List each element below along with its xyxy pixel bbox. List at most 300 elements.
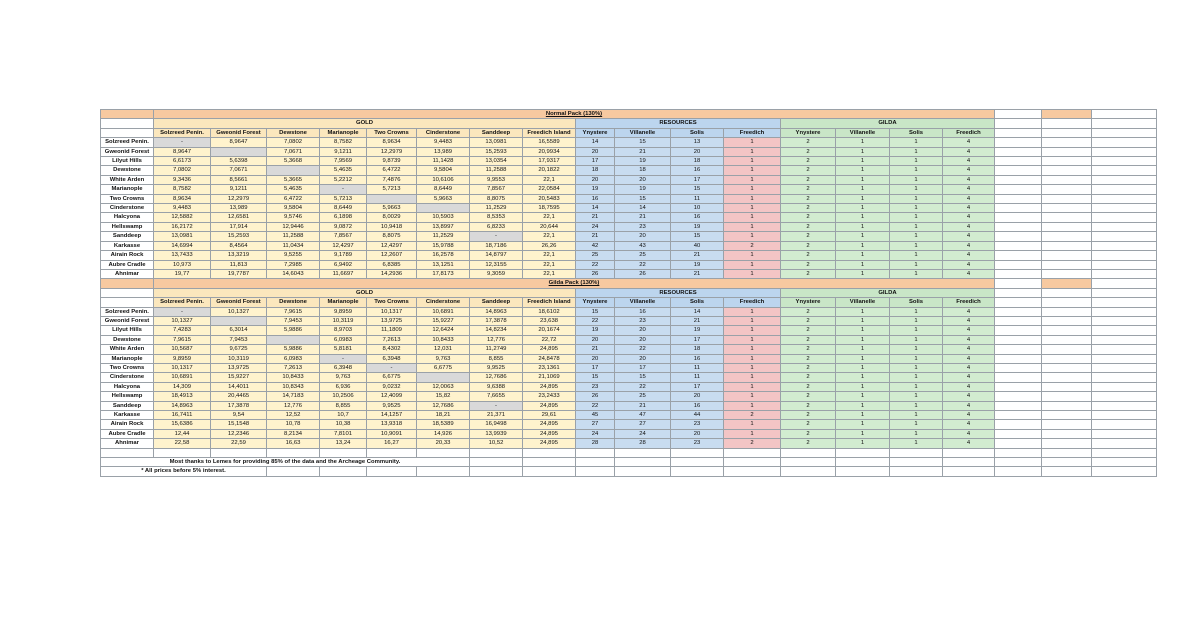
gold-cell[interactable]: 15,9227 — [211, 373, 267, 382]
gold-cell[interactable]: 7,0671 — [211, 166, 267, 175]
gold-cell[interactable]: 8,7582 — [320, 138, 367, 147]
note-cell[interactable] — [367, 467, 417, 476]
resource-cell[interactable]: 17 — [671, 335, 724, 344]
gold-cell[interactable]: 9,0872 — [320, 222, 367, 231]
gilda-cell[interactable]: 1 — [836, 204, 890, 213]
empty-cell[interactable] — [101, 119, 154, 128]
empty-cell[interactable] — [671, 467, 724, 476]
resource-cell[interactable]: 15 — [671, 232, 724, 241]
empty-cell[interactable] — [995, 110, 1042, 119]
resource-cell[interactable]: 23 — [671, 439, 724, 448]
gold-cell[interactable] — [267, 166, 320, 175]
gold-cell[interactable]: 11,2588 — [267, 232, 320, 241]
gold-cell[interactable]: 29,61 — [523, 411, 576, 420]
gold-cell[interactable]: 13,0354 — [470, 157, 523, 166]
column-header[interactable]: Sanddeep — [470, 128, 523, 137]
empty-cell[interactable] — [995, 335, 1042, 344]
gilda-cell[interactable]: 1 — [890, 232, 943, 241]
empty-cell[interactable] — [1092, 382, 1157, 391]
empty-cell[interactable] — [836, 448, 890, 457]
gold-cell[interactable]: 16,2172 — [154, 222, 211, 231]
resource-cell[interactable]: 1 — [724, 157, 781, 166]
row-header[interactable]: Hellswamp — [101, 392, 154, 401]
gold-cell[interactable]: 13,989 — [211, 204, 267, 213]
gold-cell[interactable]: 15,1548 — [211, 420, 267, 429]
resource-cell[interactable]: 47 — [615, 411, 671, 420]
empty-cell[interactable] — [101, 298, 154, 307]
gilda-cell[interactable]: 1 — [890, 411, 943, 420]
resource-cell[interactable]: 40 — [671, 241, 724, 250]
resource-cell[interactable]: 42 — [576, 241, 615, 250]
gold-cell[interactable]: 5,3665 — [267, 175, 320, 184]
column-header[interactable]: Villanelle — [836, 128, 890, 137]
empty-cell[interactable] — [1042, 448, 1092, 457]
empty-cell[interactable] — [1092, 166, 1157, 175]
gold-cell[interactable]: 20,644 — [523, 222, 576, 231]
gold-cell[interactable]: 5,2212 — [320, 175, 367, 184]
gold-cell[interactable]: - — [320, 185, 367, 194]
gold-cell[interactable]: 20,33 — [417, 439, 470, 448]
gold-cell[interactable]: 14,6994 — [154, 241, 211, 250]
resource-cell[interactable]: 20 — [671, 392, 724, 401]
gilda-cell[interactable]: 2 — [781, 269, 836, 278]
gold-cell[interactable]: 20,9934 — [523, 147, 576, 156]
gold-cell[interactable]: 9,1211 — [211, 185, 267, 194]
gilda-cell[interactable]: 4 — [943, 185, 995, 194]
gilda-cell[interactable]: 4 — [943, 260, 995, 269]
gold-cell[interactable] — [417, 204, 470, 213]
gold-cell[interactable]: 15,6386 — [154, 420, 211, 429]
empty-cell[interactable] — [1092, 185, 1157, 194]
gilda-cell[interactable]: 1 — [890, 429, 943, 438]
empty-cell[interactable] — [1092, 298, 1157, 307]
resource-cell[interactable]: 16 — [671, 354, 724, 363]
empty-cell[interactable] — [836, 458, 890, 467]
gold-cell[interactable]: 6,9492 — [320, 260, 367, 269]
gilda-cell[interactable]: 2 — [781, 157, 836, 166]
column-header[interactable]: Freedich — [943, 128, 995, 137]
gold-cell[interactable]: 7,6655 — [470, 392, 523, 401]
empty-cell[interactable] — [1092, 467, 1157, 476]
gold-cell[interactable]: 7,2985 — [267, 260, 320, 269]
gilda-cell[interactable]: 2 — [781, 429, 836, 438]
empty-cell[interactable] — [1042, 354, 1092, 363]
empty-cell[interactable] — [995, 467, 1042, 476]
resource-cell[interactable]: 1 — [724, 175, 781, 184]
resource-cell[interactable]: 11 — [671, 363, 724, 372]
empty-cell[interactable] — [1092, 420, 1157, 429]
gilda-cell[interactable]: 1 — [836, 260, 890, 269]
gold-cell[interactable]: 17,914 — [211, 222, 267, 231]
empty-cell[interactable] — [724, 448, 781, 457]
resource-cell[interactable]: 22 — [615, 260, 671, 269]
empty-cell[interactable] — [1042, 326, 1092, 335]
gold-cell[interactable]: 9,4483 — [417, 138, 470, 147]
resource-cell[interactable]: 21 — [615, 213, 671, 222]
column-header[interactable]: Villanelle — [615, 128, 671, 137]
gold-cell[interactable]: 11,2529 — [470, 204, 523, 213]
gilda-cell[interactable]: 1 — [836, 363, 890, 372]
empty-cell[interactable] — [995, 373, 1042, 382]
row-header[interactable]: Two Crowns — [101, 194, 154, 203]
empty-cell[interactable] — [1092, 279, 1157, 288]
empty-cell[interactable] — [995, 279, 1042, 288]
gold-cell[interactable]: 19,7787 — [211, 269, 267, 278]
gilda-cell[interactable]: 1 — [890, 316, 943, 325]
gilda-cell[interactable]: 1 — [836, 166, 890, 175]
resource-cell[interactable]: 18 — [671, 157, 724, 166]
gilda-cell[interactable]: 2 — [781, 194, 836, 203]
resource-cell[interactable]: 13 — [671, 138, 724, 147]
gold-cell[interactable]: 12,4099 — [367, 392, 417, 401]
resource-cell[interactable]: 14 — [576, 138, 615, 147]
resource-cell[interactable]: 26 — [576, 269, 615, 278]
gilda-cell[interactable]: 2 — [781, 420, 836, 429]
empty-cell[interactable] — [995, 382, 1042, 391]
resource-cell[interactable]: 19 — [671, 326, 724, 335]
gold-cell[interactable]: 17,3878 — [470, 316, 523, 325]
resource-cell[interactable]: 1 — [724, 316, 781, 325]
gold-cell[interactable]: 15,9227 — [417, 316, 470, 325]
gold-cell[interactable]: 7,8567 — [320, 232, 367, 241]
gold-cell[interactable]: 14,926 — [417, 429, 470, 438]
gold-cell[interactable]: 9,3436 — [154, 175, 211, 184]
gold-cell[interactable]: 12,52 — [267, 411, 320, 420]
gold-cell[interactable]: 24,895 — [523, 345, 576, 354]
empty-cell[interactable] — [781, 458, 836, 467]
gold-cell[interactable]: 18,4913 — [154, 392, 211, 401]
resource-cell[interactable]: 1 — [724, 420, 781, 429]
credits-note[interactable]: Most thanks to Lemes for providing 85% of the data and the Archeage Community. — [101, 458, 470, 467]
resource-cell[interactable]: 26 — [615, 269, 671, 278]
resource-cell[interactable]: 1 — [724, 260, 781, 269]
gilda-cell[interactable]: 2 — [781, 147, 836, 156]
resource-cell[interactable]: 1 — [724, 373, 781, 382]
gold-cell[interactable] — [267, 335, 320, 344]
empty-cell[interactable] — [995, 185, 1042, 194]
empty-cell[interactable] — [470, 458, 523, 467]
resource-cell[interactable]: 18 — [576, 166, 615, 175]
empty-cell[interactable] — [836, 467, 890, 476]
empty-cell[interactable] — [1042, 288, 1092, 297]
column-header[interactable]: Cinderstone — [417, 128, 470, 137]
resource-cell[interactable]: 16 — [671, 401, 724, 410]
gilda-cell[interactable]: 1 — [890, 175, 943, 184]
gold-cell[interactable]: 13,9939 — [470, 429, 523, 438]
gold-cell[interactable]: 10,52 — [470, 439, 523, 448]
gold-cell[interactable]: 12,4297 — [367, 241, 417, 250]
empty-cell[interactable] — [523, 448, 576, 457]
gold-cell[interactable]: 12,44 — [154, 429, 211, 438]
empty-cell[interactable] — [211, 448, 267, 457]
gold-cell[interactable]: 10,38 — [320, 420, 367, 429]
gold-cell[interactable]: 8,9647 — [211, 138, 267, 147]
gold-cell[interactable]: 22,59 — [211, 439, 267, 448]
gold-cell[interactable]: 13,0981 — [154, 232, 211, 241]
column-header[interactable]: Solis — [890, 298, 943, 307]
gold-cell[interactable]: 10,5903 — [417, 213, 470, 222]
empty-cell[interactable] — [1042, 467, 1092, 476]
resource-cell[interactable]: 22 — [576, 316, 615, 325]
gold-cell[interactable]: 12,2979 — [367, 147, 417, 156]
resource-cell[interactable]: 19 — [615, 157, 671, 166]
gold-cell[interactable]: 8,4564 — [211, 241, 267, 250]
empty-cell[interactable] — [1092, 288, 1157, 297]
empty-cell[interactable] — [1042, 458, 1092, 467]
resource-cell[interactable]: 21 — [671, 269, 724, 278]
row-header[interactable]: Ahnimar — [101, 439, 154, 448]
gold-cell[interactable]: 8,6449 — [320, 204, 367, 213]
gold-cell[interactable]: 16,9498 — [470, 420, 523, 429]
empty-cell[interactable] — [995, 307, 1042, 316]
gold-cell[interactable]: 9,8959 — [320, 307, 367, 316]
gold-cell[interactable]: 10,1327 — [154, 316, 211, 325]
empty-cell[interactable] — [995, 401, 1042, 410]
empty-cell[interactable] — [1042, 307, 1092, 316]
empty-cell[interactable] — [1092, 326, 1157, 335]
gilda-cell[interactable]: 2 — [781, 316, 836, 325]
gold-cell[interactable]: 18,5389 — [417, 420, 470, 429]
empty-cell[interactable] — [995, 175, 1042, 184]
empty-cell[interactable] — [1042, 345, 1092, 354]
gold-cell[interactable]: 20,1674 — [523, 326, 576, 335]
empty-cell[interactable] — [995, 119, 1042, 128]
gilda-cell[interactable]: 1 — [890, 260, 943, 269]
column-header[interactable]: Solis — [671, 298, 724, 307]
gold-cell[interactable]: 7,2613 — [367, 335, 417, 344]
gilda-cell[interactable]: 1 — [836, 316, 890, 325]
gilda-cell[interactable]: 2 — [781, 260, 836, 269]
gold-cell[interactable]: 11,0434 — [267, 241, 320, 250]
gilda-cell[interactable]: 1 — [890, 439, 943, 448]
resource-cell[interactable]: 20 — [615, 335, 671, 344]
empty-cell[interactable] — [1042, 316, 1092, 325]
resource-cell[interactable]: 21 — [576, 232, 615, 241]
resource-cell[interactable]: 21 — [576, 213, 615, 222]
gilda-cell[interactable]: 4 — [943, 392, 995, 401]
gilda-cell[interactable]: 4 — [943, 251, 995, 260]
empty-cell[interactable] — [417, 448, 470, 457]
resource-cell[interactable]: 16 — [671, 213, 724, 222]
row-header[interactable]: Sanddeep — [101, 232, 154, 241]
row-header[interactable]: Dewstone — [101, 166, 154, 175]
gilda-cell[interactable]: 4 — [943, 166, 995, 175]
empty-cell[interactable] — [1092, 269, 1157, 278]
column-header[interactable]: Gweonid Forest — [211, 298, 267, 307]
row-header[interactable]: Airain Rock — [101, 420, 154, 429]
column-header[interactable]: Freedich — [724, 298, 781, 307]
empty-cell[interactable] — [615, 458, 671, 467]
group-gilda-header[interactable]: GILDA — [781, 288, 995, 297]
gold-cell[interactable]: 22,1 — [523, 232, 576, 241]
gold-cell[interactable]: 8,9634 — [367, 138, 417, 147]
gilda-cell[interactable]: 4 — [943, 175, 995, 184]
gilda-cell[interactable]: 2 — [781, 411, 836, 420]
row-header[interactable]: Marianople — [101, 354, 154, 363]
gold-cell[interactable]: 6,0983 — [320, 335, 367, 344]
gilda-cell[interactable]: 1 — [836, 392, 890, 401]
gold-cell[interactable]: 10,5687 — [154, 345, 211, 354]
gilda-cell[interactable]: 1 — [836, 251, 890, 260]
gold-cell[interactable]: 11,813 — [211, 260, 267, 269]
column-header[interactable]: Two Crowns — [367, 128, 417, 137]
empty-cell[interactable] — [1042, 298, 1092, 307]
row-header[interactable]: Karkasse — [101, 241, 154, 250]
gold-cell[interactable]: 20,4465 — [211, 392, 267, 401]
gold-cell[interactable]: 22,1 — [523, 213, 576, 222]
resource-cell[interactable]: 14 — [576, 204, 615, 213]
row-header[interactable]: White Arden — [101, 345, 154, 354]
gold-cell[interactable]: 6,4722 — [367, 166, 417, 175]
column-header[interactable]: Solis — [671, 128, 724, 137]
gilda-cell[interactable]: 1 — [890, 157, 943, 166]
gold-cell[interactable]: 8,5661 — [211, 175, 267, 184]
gold-cell[interactable]: 12,5882 — [154, 213, 211, 222]
empty-cell[interactable] — [890, 467, 943, 476]
gold-cell[interactable]: 15,2593 — [211, 232, 267, 241]
gold-cell[interactable]: 6,6775 — [367, 373, 417, 382]
gold-cell[interactable]: 10,9091 — [367, 429, 417, 438]
gilda-cell[interactable]: 2 — [781, 439, 836, 448]
resource-cell[interactable]: 24 — [615, 429, 671, 438]
gilda-cell[interactable]: 4 — [943, 354, 995, 363]
column-header[interactable]: Dewstone — [267, 298, 320, 307]
gold-cell[interactable]: 6,6173 — [154, 157, 211, 166]
gold-cell[interactable]: 5,3668 — [267, 157, 320, 166]
empty-cell[interactable] — [724, 467, 781, 476]
resource-cell[interactable]: 43 — [615, 241, 671, 250]
gold-cell[interactable]: 10,973 — [154, 260, 211, 269]
gold-cell[interactable]: 13,9725 — [211, 363, 267, 372]
gold-cell[interactable]: 9,4483 — [154, 204, 211, 213]
gold-cell[interactable]: 11,1809 — [367, 326, 417, 335]
empty-cell[interactable] — [1042, 420, 1092, 429]
resource-cell[interactable]: 1 — [724, 392, 781, 401]
gold-cell[interactable]: 6,6775 — [417, 363, 470, 372]
empty-cell[interactable] — [995, 345, 1042, 354]
column-header[interactable]: Dewstone — [267, 128, 320, 137]
resource-cell[interactable]: 1 — [724, 429, 781, 438]
empty-cell[interactable] — [1092, 335, 1157, 344]
empty-cell[interactable] — [1042, 439, 1092, 448]
resource-cell[interactable]: 1 — [724, 194, 781, 203]
gilda-cell[interactable]: 1 — [836, 138, 890, 147]
gold-cell[interactable]: 12,2607 — [367, 251, 417, 260]
resource-cell[interactable]: 15 — [615, 138, 671, 147]
gold-cell[interactable]: 17,3878 — [211, 401, 267, 410]
row-header[interactable]: Gweonid Forest — [101, 147, 154, 156]
column-header[interactable]: Two Crowns — [367, 298, 417, 307]
banner-cell[interactable] — [1042, 110, 1092, 119]
gilda-cell[interactable]: 1 — [890, 401, 943, 410]
column-header[interactable]: Ynystere — [576, 128, 615, 137]
resource-cell[interactable]: 27 — [615, 420, 671, 429]
gold-cell[interactable]: 8,5353 — [470, 213, 523, 222]
empty-cell[interactable] — [995, 213, 1042, 222]
gold-cell[interactable]: 8,4302 — [367, 345, 417, 354]
gold-cell[interactable]: - — [470, 232, 523, 241]
empty-cell[interactable] — [1042, 429, 1092, 438]
row-header[interactable]: Aubre Cradle — [101, 260, 154, 269]
empty-cell[interactable] — [995, 232, 1042, 241]
gilda-cell[interactable]: 1 — [836, 307, 890, 316]
gold-cell[interactable]: 7,9453 — [211, 335, 267, 344]
resource-cell[interactable]: 14 — [671, 307, 724, 316]
gold-cell[interactable]: 9,9553 — [470, 175, 523, 184]
resource-cell[interactable]: 26 — [576, 392, 615, 401]
gold-cell[interactable]: 22,72 — [523, 335, 576, 344]
resource-cell[interactable]: 1 — [724, 138, 781, 147]
empty-cell[interactable] — [1092, 138, 1157, 147]
empty-cell[interactable] — [1092, 110, 1157, 119]
resource-cell[interactable]: 17 — [671, 382, 724, 391]
resource-cell[interactable]: 1 — [724, 335, 781, 344]
group-gold-header[interactable]: GOLD — [154, 288, 576, 297]
gold-cell[interactable]: 11,2749 — [470, 345, 523, 354]
gold-cell[interactable]: 14,4011 — [211, 382, 267, 391]
gold-cell[interactable]: 10,9418 — [367, 222, 417, 231]
resource-cell[interactable]: 20 — [671, 429, 724, 438]
gold-cell[interactable]: 14,8234 — [470, 326, 523, 335]
gilda-cell[interactable]: 4 — [943, 363, 995, 372]
column-header[interactable]: Ynystere — [781, 298, 836, 307]
empty-cell[interactable] — [1042, 401, 1092, 410]
gold-cell[interactable]: 5,9886 — [267, 345, 320, 354]
gold-cell[interactable]: 10,6891 — [154, 373, 211, 382]
gold-cell[interactable]: 13,9318 — [367, 420, 417, 429]
gilda-cell[interactable]: 2 — [781, 213, 836, 222]
gilda-cell[interactable]: 1 — [836, 157, 890, 166]
gold-cell[interactable] — [417, 373, 470, 382]
gold-cell[interactable]: 17,8173 — [417, 269, 470, 278]
gold-cell[interactable]: 9,6388 — [470, 382, 523, 391]
resource-cell[interactable]: 2 — [724, 411, 781, 420]
gold-cell[interactable]: 10,2506 — [320, 392, 367, 401]
gilda-cell[interactable]: 1 — [890, 335, 943, 344]
resource-cell[interactable]: 23 — [576, 382, 615, 391]
gold-cell[interactable]: 14,8797 — [470, 251, 523, 260]
resource-cell[interactable]: 19 — [576, 326, 615, 335]
gilda-cell[interactable]: 1 — [836, 401, 890, 410]
gold-cell[interactable]: 8,7582 — [154, 185, 211, 194]
gilda-cell[interactable]: 4 — [943, 326, 995, 335]
empty-cell[interactable] — [1042, 392, 1092, 401]
empty-cell[interactable] — [995, 458, 1042, 467]
gilda-cell[interactable]: 1 — [836, 175, 890, 184]
empty-cell[interactable] — [1092, 448, 1157, 457]
gilda-cell[interactable]: 1 — [890, 354, 943, 363]
gilda-cell[interactable]: 1 — [836, 147, 890, 156]
gold-cell[interactable]: 5,6398 — [211, 157, 267, 166]
empty-cell[interactable] — [1092, 147, 1157, 156]
gold-cell[interactable]: 10,8433 — [417, 335, 470, 344]
resource-cell[interactable]: 15 — [615, 194, 671, 203]
gold-cell[interactable]: 16,2578 — [417, 251, 470, 260]
gold-cell[interactable]: 7,9569 — [320, 157, 367, 166]
gold-cell[interactable]: 16,63 — [267, 439, 320, 448]
resource-cell[interactable]: 15 — [671, 185, 724, 194]
gold-cell[interactable]: 13,989 — [417, 147, 470, 156]
gilda-cell[interactable]: 1 — [836, 411, 890, 420]
gilda-cell[interactable]: 4 — [943, 373, 995, 382]
gold-cell[interactable]: 12,7686 — [470, 373, 523, 382]
gold-cell[interactable]: 6,3014 — [211, 326, 267, 335]
gold-cell[interactable]: 5,8181 — [320, 345, 367, 354]
gilda-cell[interactable]: 2 — [781, 232, 836, 241]
resource-cell[interactable]: 20 — [576, 175, 615, 184]
empty-cell[interactable] — [1042, 157, 1092, 166]
row-header[interactable]: White Arden — [101, 175, 154, 184]
